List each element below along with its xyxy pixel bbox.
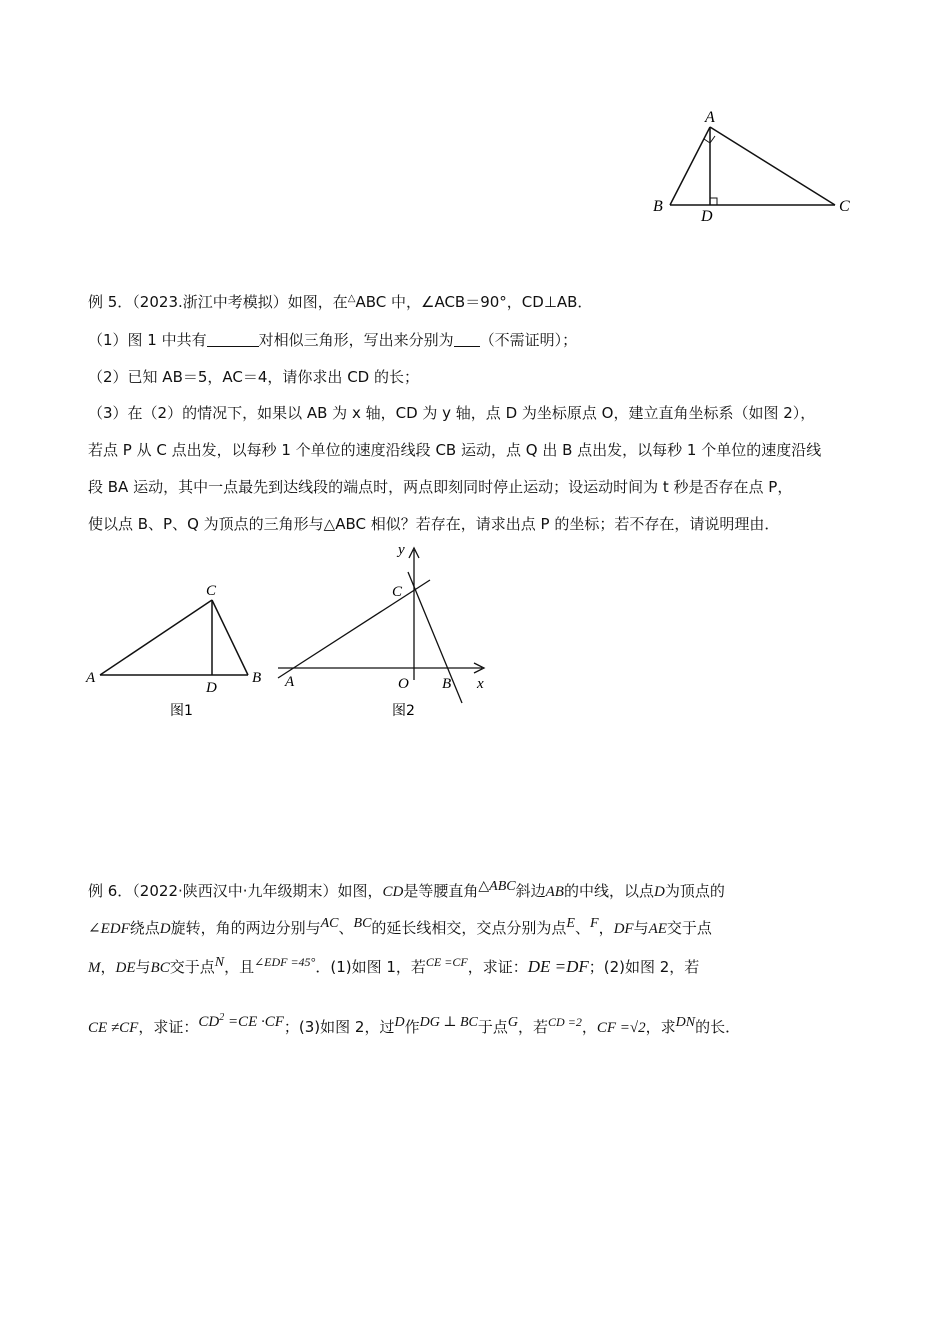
blank-pairs [454, 332, 480, 347]
example6-line1: 例 6．（2022·陕西汉中·九年级期末）如图，CD是等腰直角$^{\triangle ABC}$斜边AB的中线，以点D为顶点的 [88, 879, 725, 900]
fig1-side-cb [212, 600, 248, 675]
fig1-side-ac [100, 600, 212, 675]
example6-line3: M，DE与BC交于点$^N$，且$^{\angle EDF =45^\circ}$．(1)如图 1，若$^{CE =CF}$，求证：DE =DF；(2)如图 2，若 [88, 955, 700, 976]
label-d: D [701, 208, 713, 225]
example5-line5: 若点 P 从 C 点出发，以每秒 1 个单位的速度沿线段 CB 运动，点 Q 出 B 点出发，以每秒 1 个单位的速度沿线 [88, 441, 822, 459]
figure-2 [270, 540, 495, 725]
fig2-label-x: x [477, 676, 484, 692]
blank-count [207, 332, 259, 347]
fig1-label-c: C [206, 583, 217, 599]
example5-line6: 段 BA 运动，其中一点最先到达线段的端点时，两点即刻同时停止运动；设运动时间为 t 秒是否存在点 P， [88, 478, 793, 496]
side-ab [670, 127, 710, 205]
label-b: B [653, 198, 663, 215]
fig1-label-d: D [206, 680, 217, 696]
fig1-caption: 图1 [170, 703, 193, 719]
fig2-caption: 图2 [392, 703, 415, 719]
fig2-label-y: y [398, 542, 405, 558]
fig2-label-b: B [442, 676, 452, 692]
fig1-label-a: A [86, 670, 96, 686]
example5-line1: 例 5．（2023.浙江中考模拟）如图，在△ABC 中，∠ACB＝90°，CD⊥AB． [88, 293, 593, 311]
fig2-label-c: C [392, 584, 403, 600]
example5-line7: 使以点 B、P、Q 为顶点的三角形与△ABC 相似？若存在，请求出点 P 的坐标；若不存在，请说明理由． [88, 515, 780, 533]
example5-line2: （1）图 1 中共有 对相似三角形，写出来分别为 （不需证明）； [88, 331, 578, 349]
example6-line2: ∠EDF绕点D旋转，角的两边分别与$^{AC}$、$^{BC}$的延长线相交，交点分别为点$^E$、$^F$，DF与AE交于点 [88, 916, 712, 937]
label-c: C [839, 198, 850, 215]
figure-1 [80, 575, 275, 725]
example5-line4: （3）在（2）的情况下，如果以 AB 为 x 轴，CD 为 y 轴，点 D 为坐标原点 O，建立直角坐标系（如图 2）， [88, 404, 816, 422]
fig2-label-a: A [285, 674, 295, 690]
label-a: A [705, 109, 715, 126]
figure-right-triangle-altitude [640, 105, 870, 230]
fig2-label-o: O [398, 676, 409, 692]
fig2-line-ac [278, 580, 430, 678]
fig2-line-cb [408, 572, 462, 703]
example5-line3: （2）已知 AB＝5，AC＝4，请你求出 CD 的长； [88, 368, 419, 386]
right-angle-mark-d [710, 198, 717, 205]
side-ac [710, 127, 835, 205]
example6-line4: CE ≠CF，求证：$^{CD^2 =CE \cdot CF}$；(3)如图 2，过$^D$作$^{DG \perp BC}$于点$^G$，若$^{CD =2}$，CF =√2，求$^{DN}$的长． [88, 1012, 741, 1036]
fig1-label-b: B [252, 670, 262, 686]
